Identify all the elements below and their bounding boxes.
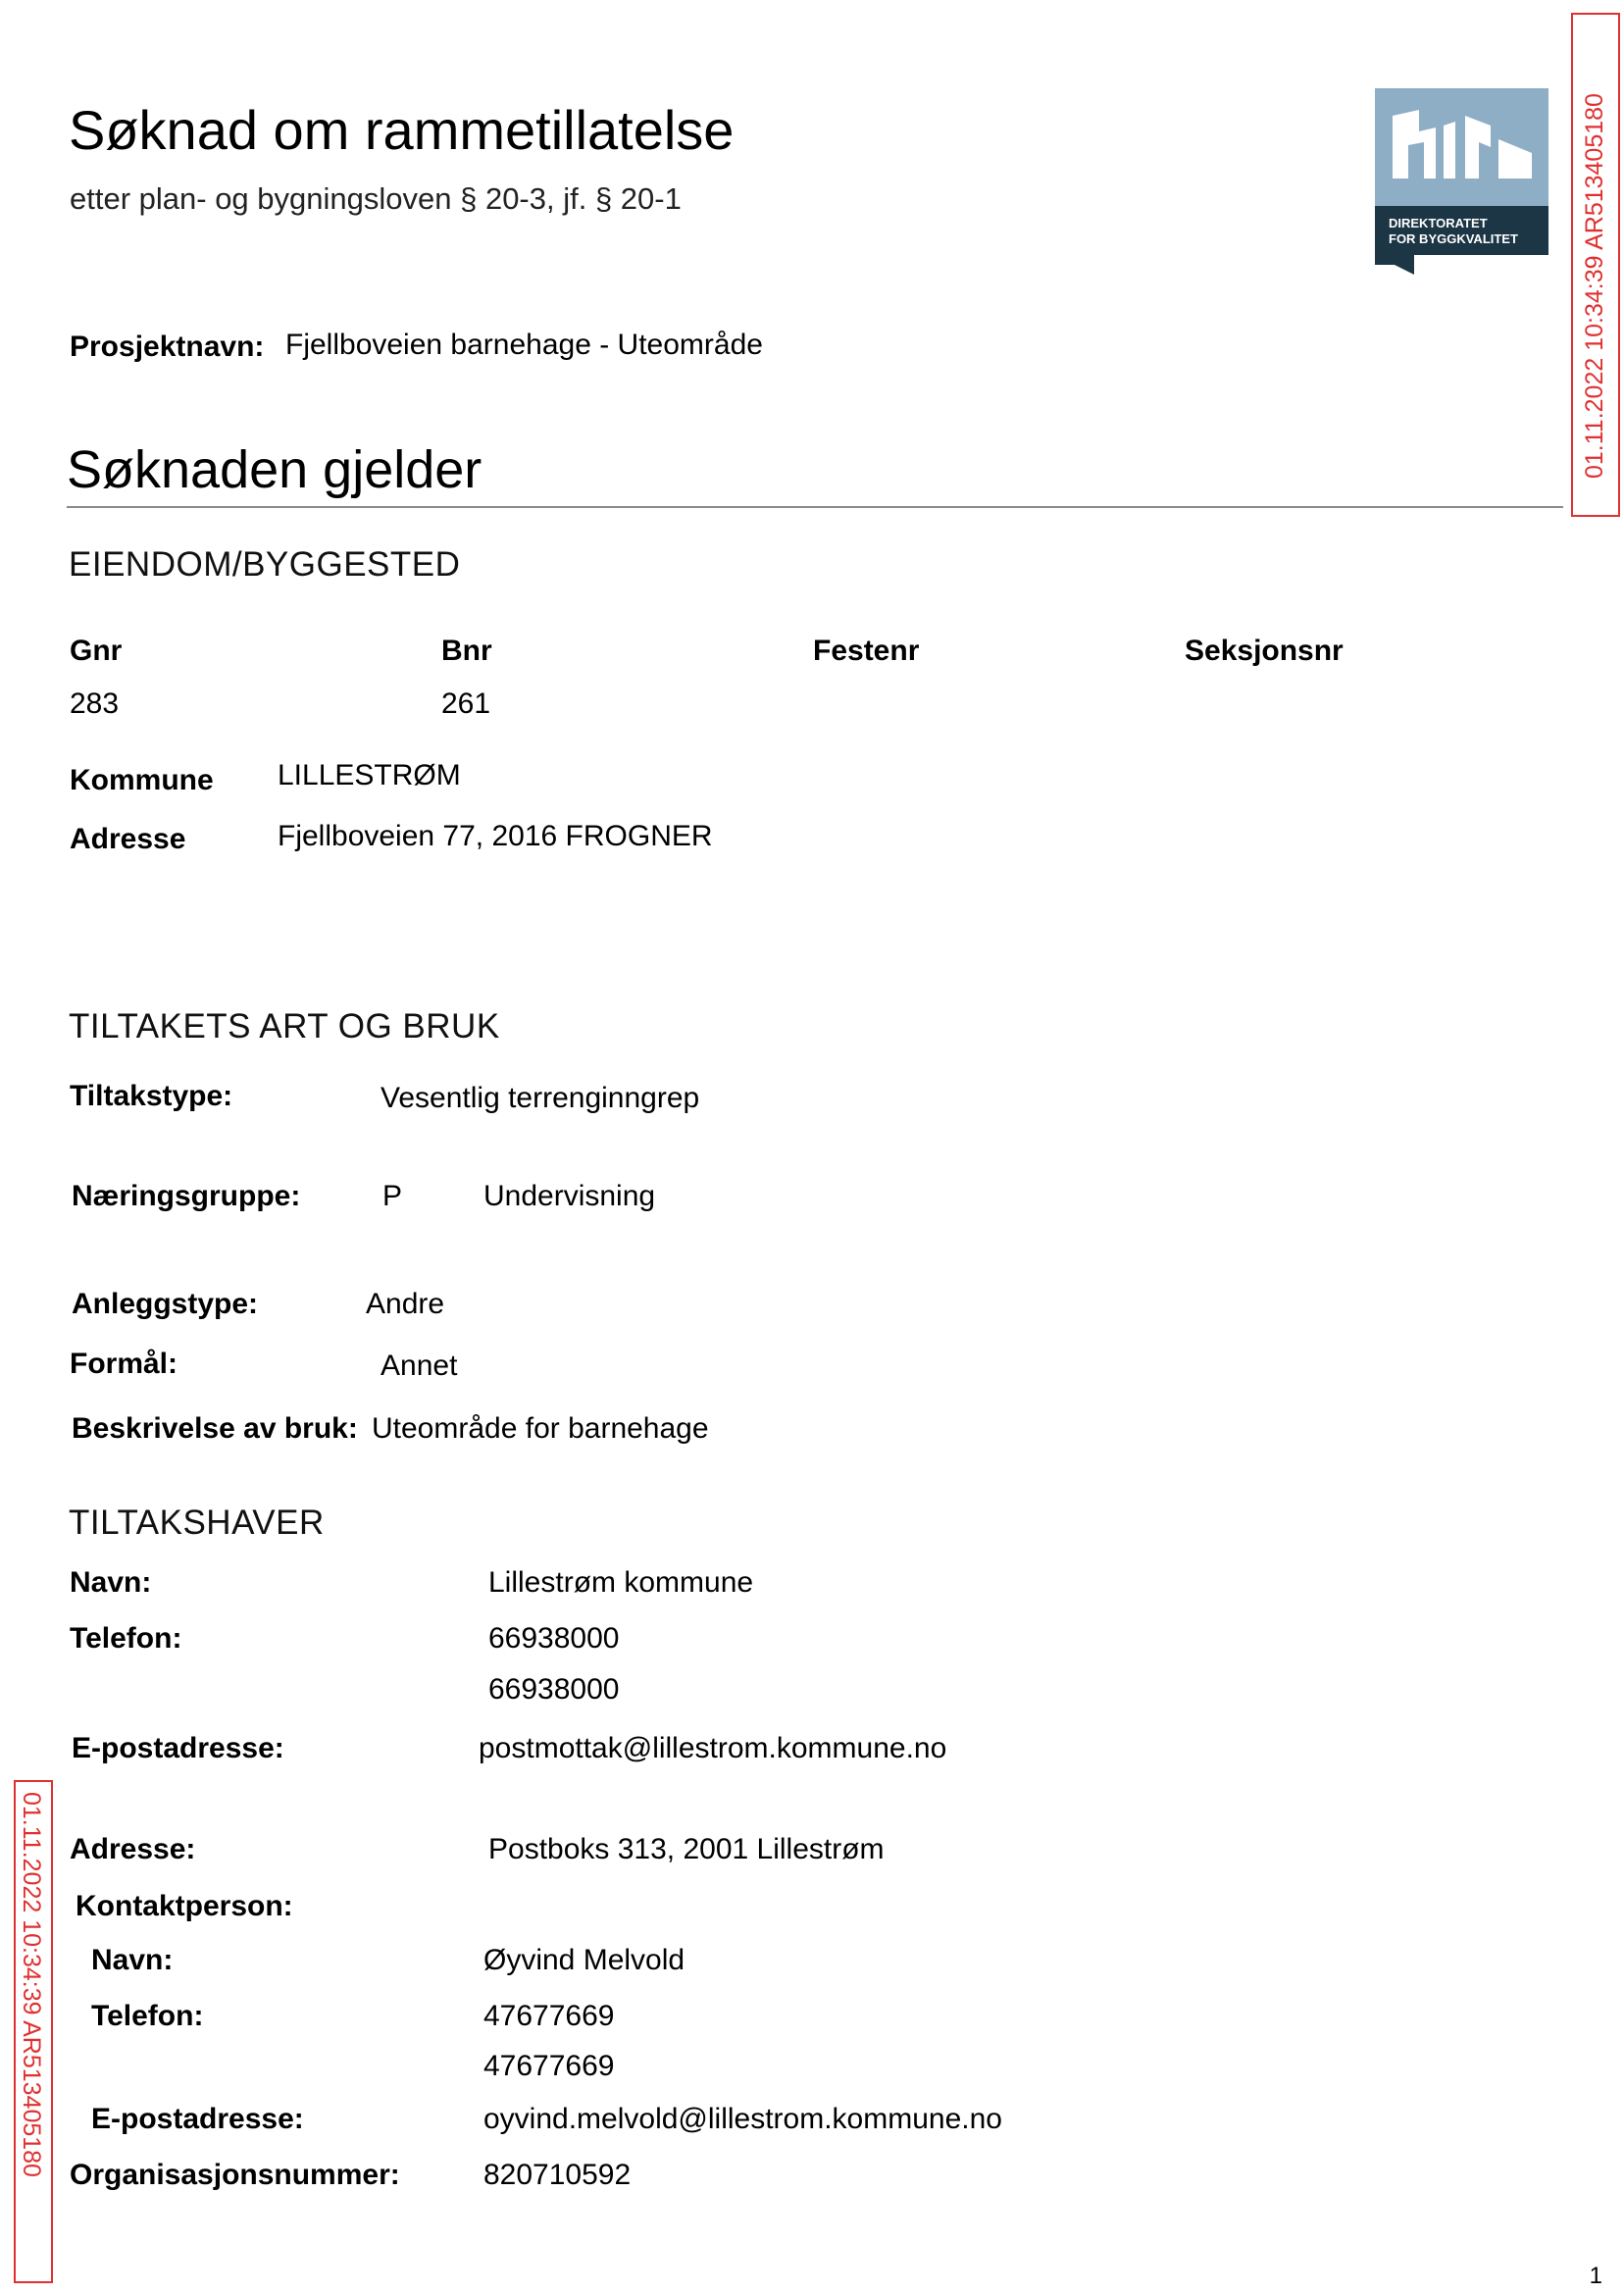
beskrivelse-label: Beskrivelse av bruk: xyxy=(72,1412,358,1445)
adresse-value: Fjellboveien 77, 2016 FROGNER xyxy=(278,820,713,852)
epost-value: postmottak@lillestrom.kommune.no xyxy=(479,1732,947,1764)
orgnr-value: 820710592 xyxy=(483,2159,632,2191)
document-subtitle: etter plan- og bygningsloven § 20-3, jf. § 20-1 xyxy=(70,181,682,216)
naeringsgruppe-value: Undervisning xyxy=(483,1180,656,1212)
kontakt-telefon-label: Telefon: xyxy=(91,2000,204,2032)
kontaktperson-label: Kontaktperson: xyxy=(76,1890,293,1922)
naeringsgruppe-label: Næringsgruppe: xyxy=(72,1180,301,1212)
telefon-value-2: 66938000 xyxy=(488,1673,620,1706)
tiltakstype-label: Tiltakstype: xyxy=(70,1080,233,1112)
kontakt-epost-value: oyvind.melvold@lillestrom.kommune.no xyxy=(483,2103,1002,2135)
page-number: 1 xyxy=(1589,2263,1602,2289)
tiltakstype-value: Vesentlig terrenginngrep xyxy=(381,1082,700,1114)
gnr-value: 283 xyxy=(70,688,120,720)
section-title: Søknaden gjelder xyxy=(67,440,482,499)
kommune-label: Kommune xyxy=(70,764,214,796)
project-value: Fjellboveien barnehage - Uteområde xyxy=(285,329,763,361)
stamp-text: 01.11.2022 10:34:39 AR513405180 xyxy=(18,1792,45,2177)
kontakt-navn-value: Øyvind Melvold xyxy=(483,1944,685,1976)
navn-value: Lillestrøm kommune xyxy=(488,1566,754,1599)
seksjonsnr-label: Seksjonsnr xyxy=(1185,635,1344,667)
document-title: Søknad om rammetillatelse xyxy=(69,99,735,161)
bnr-value: 261 xyxy=(441,688,491,720)
kontakt-navn-label: Navn: xyxy=(91,1944,174,1976)
registration-stamp xyxy=(1571,13,1620,517)
dibk-logo xyxy=(1375,88,1548,275)
kontakt-telefon-value-2: 47677669 xyxy=(483,2050,615,2082)
formal-value: Annet xyxy=(381,1350,458,1382)
tiltak-heading: TILTAKETS ART OG BRUK xyxy=(69,1007,500,1045)
eiendom-heading: EIENDOM/BYGGESTED xyxy=(69,545,461,584)
gnr-label: Gnr xyxy=(70,635,123,667)
tiltakshaver-heading: TILTAKSHAVER xyxy=(69,1504,325,1542)
festenr-label: Festenr xyxy=(813,635,920,667)
epost-label: E-postadresse: xyxy=(72,1732,284,1764)
logo-line1: DIREKTORATET xyxy=(1389,216,1488,230)
section-divider xyxy=(67,506,1563,508)
project-label: Prosjektnavn: xyxy=(70,331,265,363)
kontakt-epost-label: E-postadresse: xyxy=(91,2103,304,2135)
naeringsgruppe-code: P xyxy=(382,1180,403,1212)
registration-stamp-left xyxy=(14,1780,53,2283)
adresse-label: Adresse: xyxy=(70,1833,196,1865)
kommune-value: LILLESTRØM xyxy=(278,759,461,791)
anleggstype-value: Andre xyxy=(366,1288,445,1320)
kontakt-telefon-value-1: 47677669 xyxy=(483,2000,615,2032)
logo-line2: FOR BYGGKVALITET xyxy=(1389,231,1518,246)
stamp-text: 01.11.2022 10:34:39 AR513405180 xyxy=(1581,93,1608,479)
orgnr-label: Organisasjonsnummer: xyxy=(70,2159,400,2191)
anleggstype-label: Anleggstype: xyxy=(72,1288,259,1320)
formal-label: Formål: xyxy=(70,1348,178,1380)
bnr-label: Bnr xyxy=(441,635,492,667)
telefon-label: Telefon: xyxy=(70,1622,182,1655)
navn-label: Navn: xyxy=(70,1566,152,1599)
adresse-label: Adresse xyxy=(70,823,186,855)
telefon-value-1: 66938000 xyxy=(488,1622,620,1655)
beskrivelse-value: Uteområde for barnehage xyxy=(372,1412,709,1445)
adresse-value: Postboks 313, 2001 Lillestrøm xyxy=(488,1833,885,1865)
